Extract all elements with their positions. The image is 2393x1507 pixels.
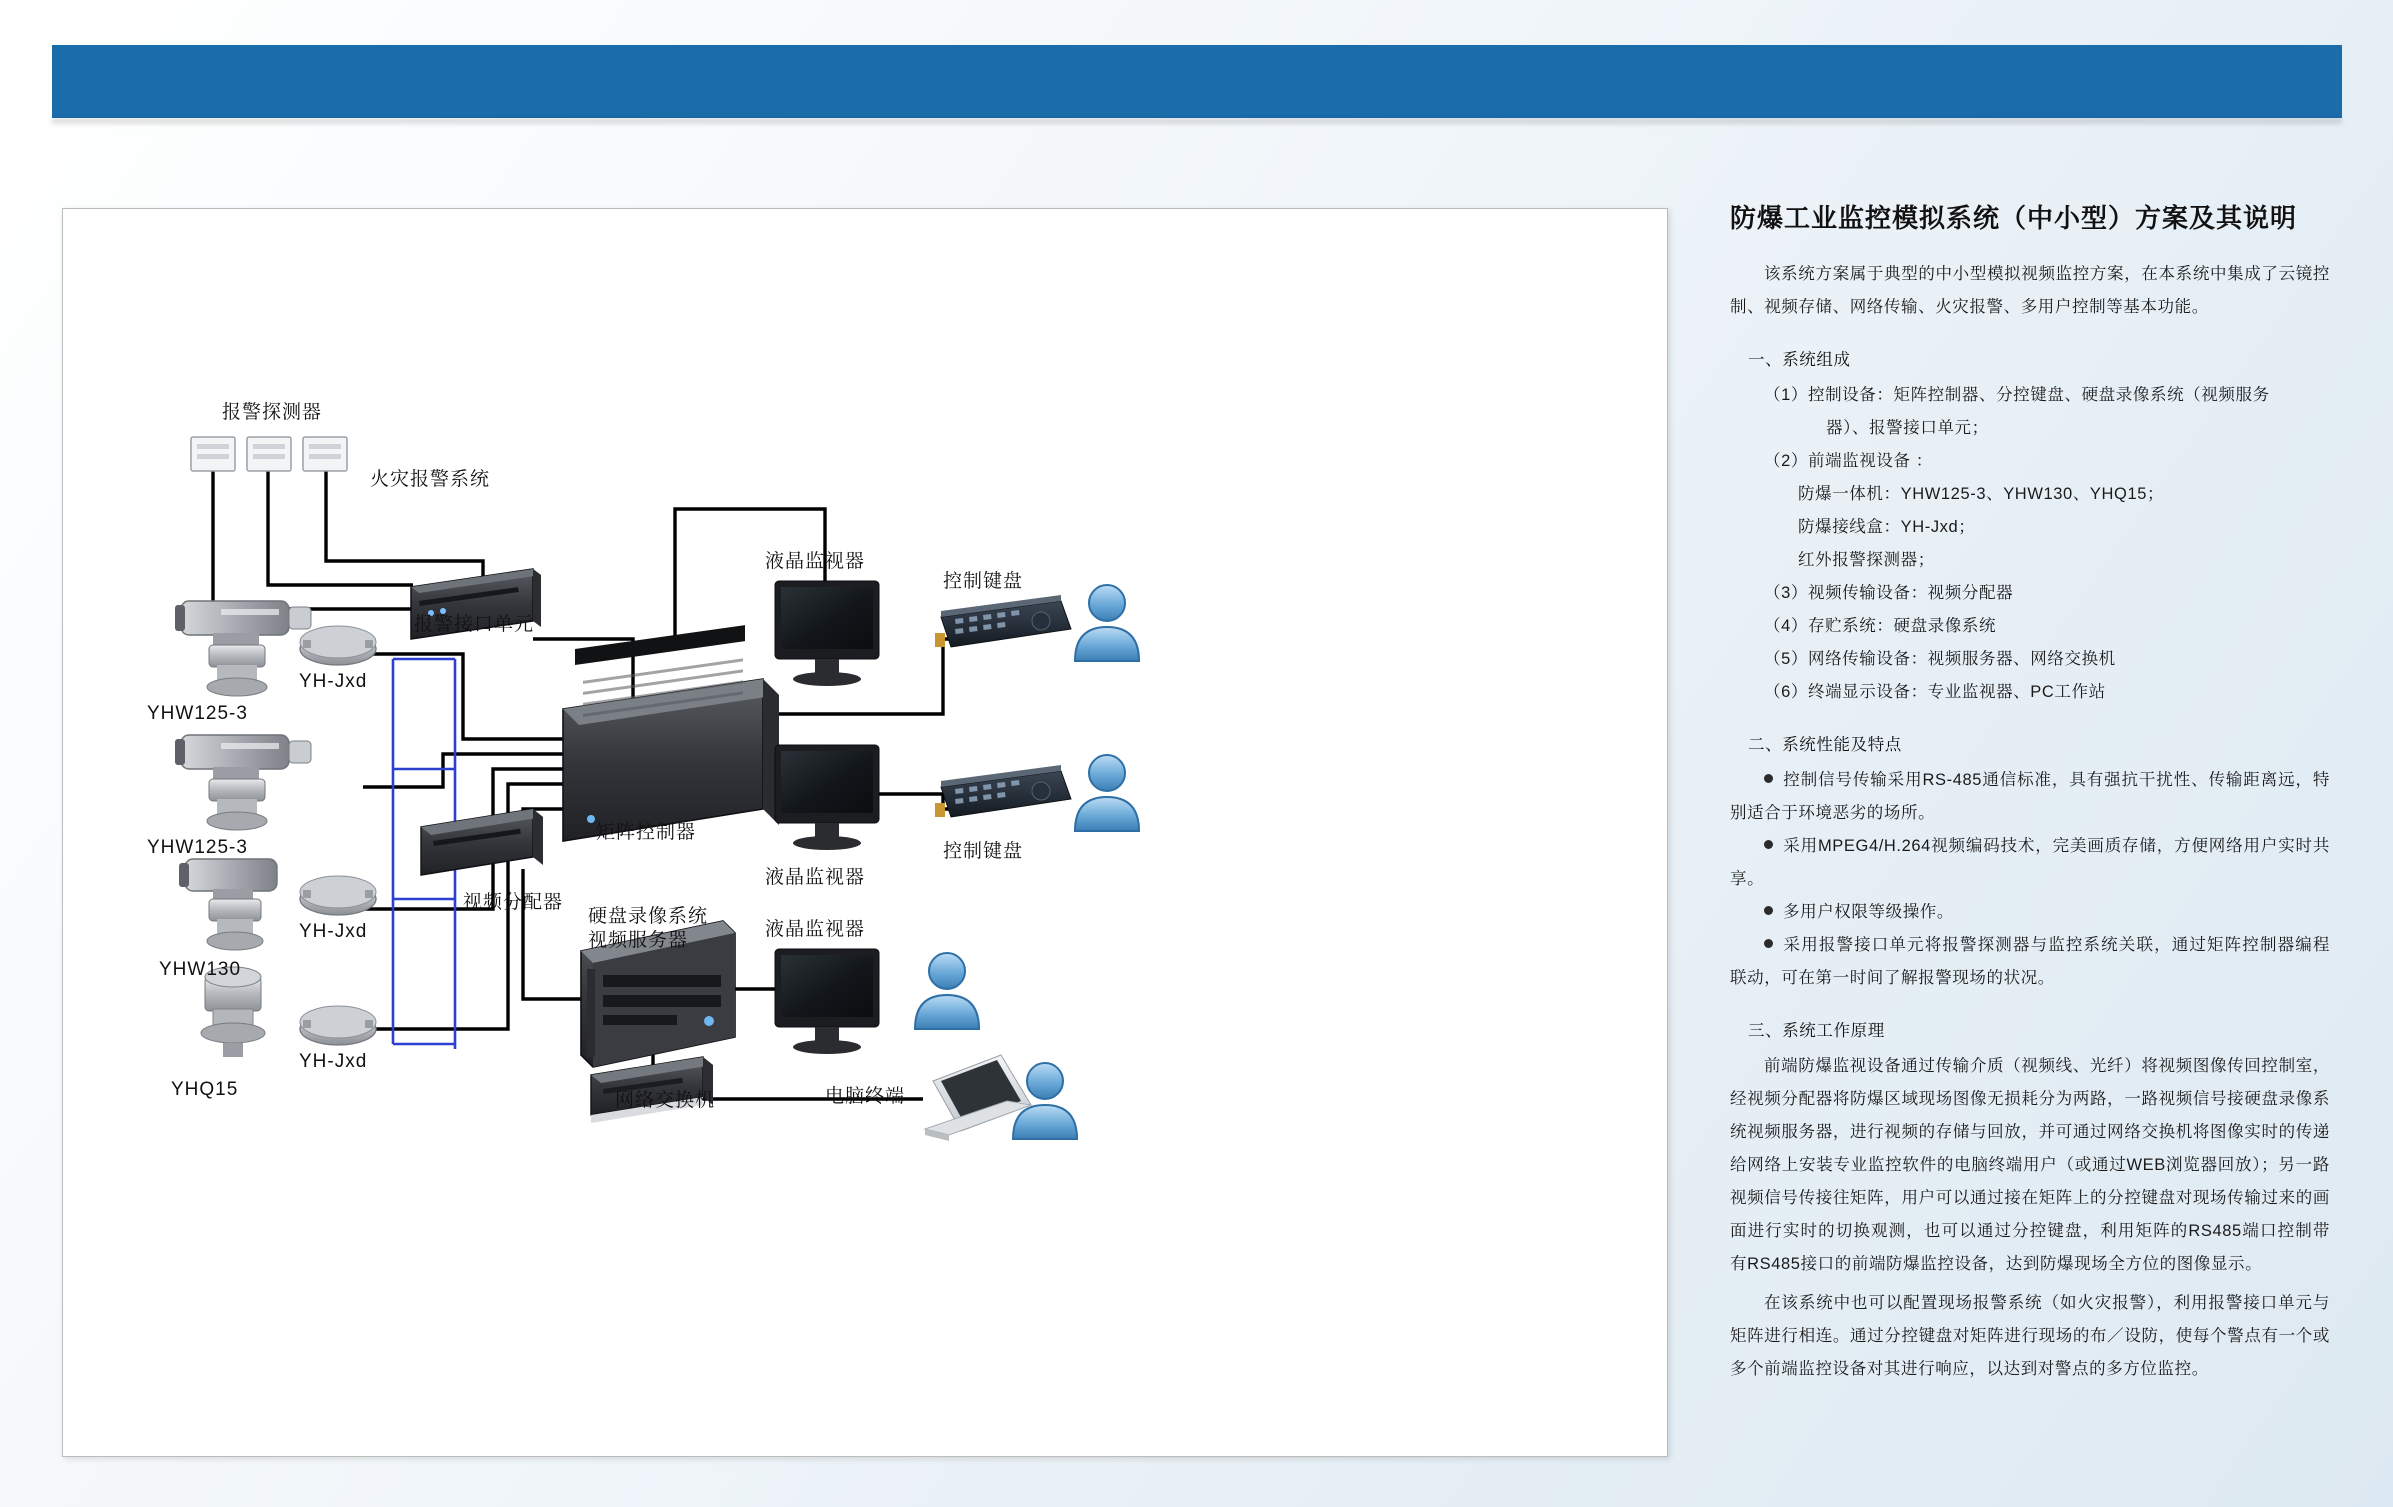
section2-bullet-2	[1730, 896, 2330, 929]
label-camera-yhw125-3-a: YHW125-3	[147, 703, 248, 724]
label-alarm-detector: 报警探测器	[222, 402, 323, 423]
section1-item-3: 防爆一体机：YHW125-3、YHW130、YHQ15；	[1798, 485, 2165, 504]
bullet-dot-icon	[1764, 774, 1773, 783]
section2-bullet-0-text: 控制信号传输采用RS-485通信标准，具有强抗干扰性、传输距离远，特别适合于环境恶劣的场所。	[1730, 771, 2330, 823]
lcd-monitor-1	[775, 581, 879, 686]
control-keyboard-2	[935, 765, 1071, 817]
section2-bullet-3-text: 采用报警接口单元将报警探测器与监控系统关联，通过矩阵控制器编程联动，可在第一时间了解报警现场的状况。	[1730, 936, 2330, 988]
section1-item-4: 防爆接线盒：YH-Jxd；	[1798, 518, 1976, 537]
section2-bullet-1	[1730, 830, 2330, 896]
article-column	[1730, 200, 2330, 1392]
alarm-detector-group	[191, 437, 347, 471]
section3-paragraph-0: 前端防爆监视设备通过传输介质（视频线、光纤）将视频图像传回控制室，经视频分配器将防爆区域现场图像无损耗分为两路，一路视频信号接硬盘录像系统视频服务器，进行视频的存储与回放，并可通过网络交换机将图像实时的传递给网络上安装专业监控软件的电脑终端用户（或通过WEB浏览器回放）；另一路视频信号传接往矩阵，用户可以通过接在矩阵上的分控键盘对现场传输过来的画面进行实时的切换观测，也可以通过分控键盘，利用矩阵的RS485端口控制带有RS485接口的前端防爆监控设备，达到防爆现场全方位的图像显示。	[1730, 1057, 2330, 1274]
label-fire-alarm-system: 火灾报警系统	[370, 469, 491, 490]
label-lcd-monitor-1: 液晶监视器	[765, 551, 866, 572]
user-icon-3	[915, 953, 979, 1029]
section1-heading: 一、系统组成	[1748, 351, 1851, 370]
junction-box-a	[300, 626, 376, 665]
label-control-keyboard-2: 控制键盘	[943, 841, 1024, 862]
user-icon-1	[1075, 585, 1139, 661]
section1-item-1: 器）、报警接口单元；	[1826, 419, 1989, 438]
header-bar-shadow	[52, 118, 2342, 124]
label-control-keyboard-1: 控制键盘	[943, 571, 1024, 592]
lcd-monitor-3	[775, 949, 879, 1054]
label-dvr-line2: 视频服务器	[588, 930, 689, 951]
section1-item-7: （4）存贮系统：硬盘录像系统	[1764, 617, 1997, 636]
camera-yhw125-3-a	[175, 601, 311, 696]
section2-bullet-1-text: 采用MPEG4/H.264视频编码技术，完美画质存储，方便网络用户实时共享。	[1730, 837, 2330, 889]
section2-heading: 二、系统性能及特点	[1748, 736, 1902, 755]
label-junction-box-a: YH-Jxd	[299, 671, 368, 692]
label-alarm-interface-unit: 报警接口单元	[414, 614, 535, 635]
section1-item-8: （5）网络传输设备：视频服务器、网络交换机	[1764, 650, 2116, 669]
section2-bullet-2-text: 多用户权限等级操作。	[1783, 903, 1954, 922]
camera-yhw125-3-b	[175, 735, 311, 830]
junction-box-c	[300, 1006, 376, 1045]
camera-yhw130	[179, 859, 277, 950]
section1-item-5: 红外报警探测器；	[1798, 551, 1935, 570]
user-icon-2	[1075, 755, 1139, 831]
bullet-dot-icon	[1764, 840, 1773, 849]
control-keyboard-1	[935, 595, 1071, 647]
label-network-switch: 网络交换机	[615, 1090, 716, 1111]
matrix-controller-device	[563, 625, 779, 841]
label-camera-yhq15: YHQ15	[171, 1079, 239, 1100]
label-pc-terminal: 电脑终端	[825, 1086, 906, 1107]
diagram-panel	[62, 208, 1668, 1457]
section3-heading: 三、系统工作原理	[1748, 1022, 1885, 1041]
bullet-dot-icon	[1764, 939, 1773, 948]
lcd-monitor-2	[775, 745, 879, 850]
video-distributor-device	[421, 809, 543, 875]
label-matrix-controller: 矩阵控制器	[596, 822, 697, 843]
label-camera-yhw130: YHW130	[159, 959, 242, 980]
section2-bullet-3	[1730, 929, 2330, 995]
section1-item-0: （1）控制设备：矩阵控制器、分控键盘、硬盘录像系统（视频服务	[1764, 386, 2270, 405]
section1-item-9: （6）终端显示设备：专业监视器、PC工作站	[1764, 683, 2106, 702]
bullet-dot-icon	[1764, 906, 1773, 915]
label-junction-box-b: YH-Jxd	[299, 921, 368, 942]
section1-item-6: （3）视频传输设备：视频分配器	[1764, 584, 2014, 603]
label-dvr-line1: 硬盘录像系统	[588, 906, 709, 927]
section3-paragraph-1: 在该系统中也可以配置现场报警系统（如火灾报警），利用报警接口单元与矩阵进行相连。通过分控键盘对矩阵进行现场的布／设防，使每个警点有一个或多个前端监控设备对其进行响应，以达到对警点的多方位监控。	[1730, 1294, 2330, 1379]
section1-item-2: （2）前端监视设备 ：	[1764, 452, 1933, 471]
header-bar	[52, 45, 2342, 118]
article-title: 防爆工业监控模拟系统（中小型）方案及其说明	[1730, 203, 2298, 233]
label-video-distributor: 视频分配器	[463, 892, 564, 913]
junction-box-b	[300, 876, 376, 915]
label-junction-box-c: YH-Jxd	[299, 1051, 368, 1072]
article-intro: 该系统方案属于典型的中小型模拟视频监控方案，在本系统中集成了云镜控制、视频存储、网络传输、火灾报警、多用户控制等基本功能。	[1730, 265, 2330, 317]
label-camera-yhw125-3-b: YHW125-3	[147, 837, 248, 858]
section2-bullet-0	[1730, 764, 2330, 830]
label-lcd-monitor-2: 液晶监视器	[765, 867, 866, 888]
label-lcd-monitor-3: 液晶监视器	[765, 919, 866, 940]
